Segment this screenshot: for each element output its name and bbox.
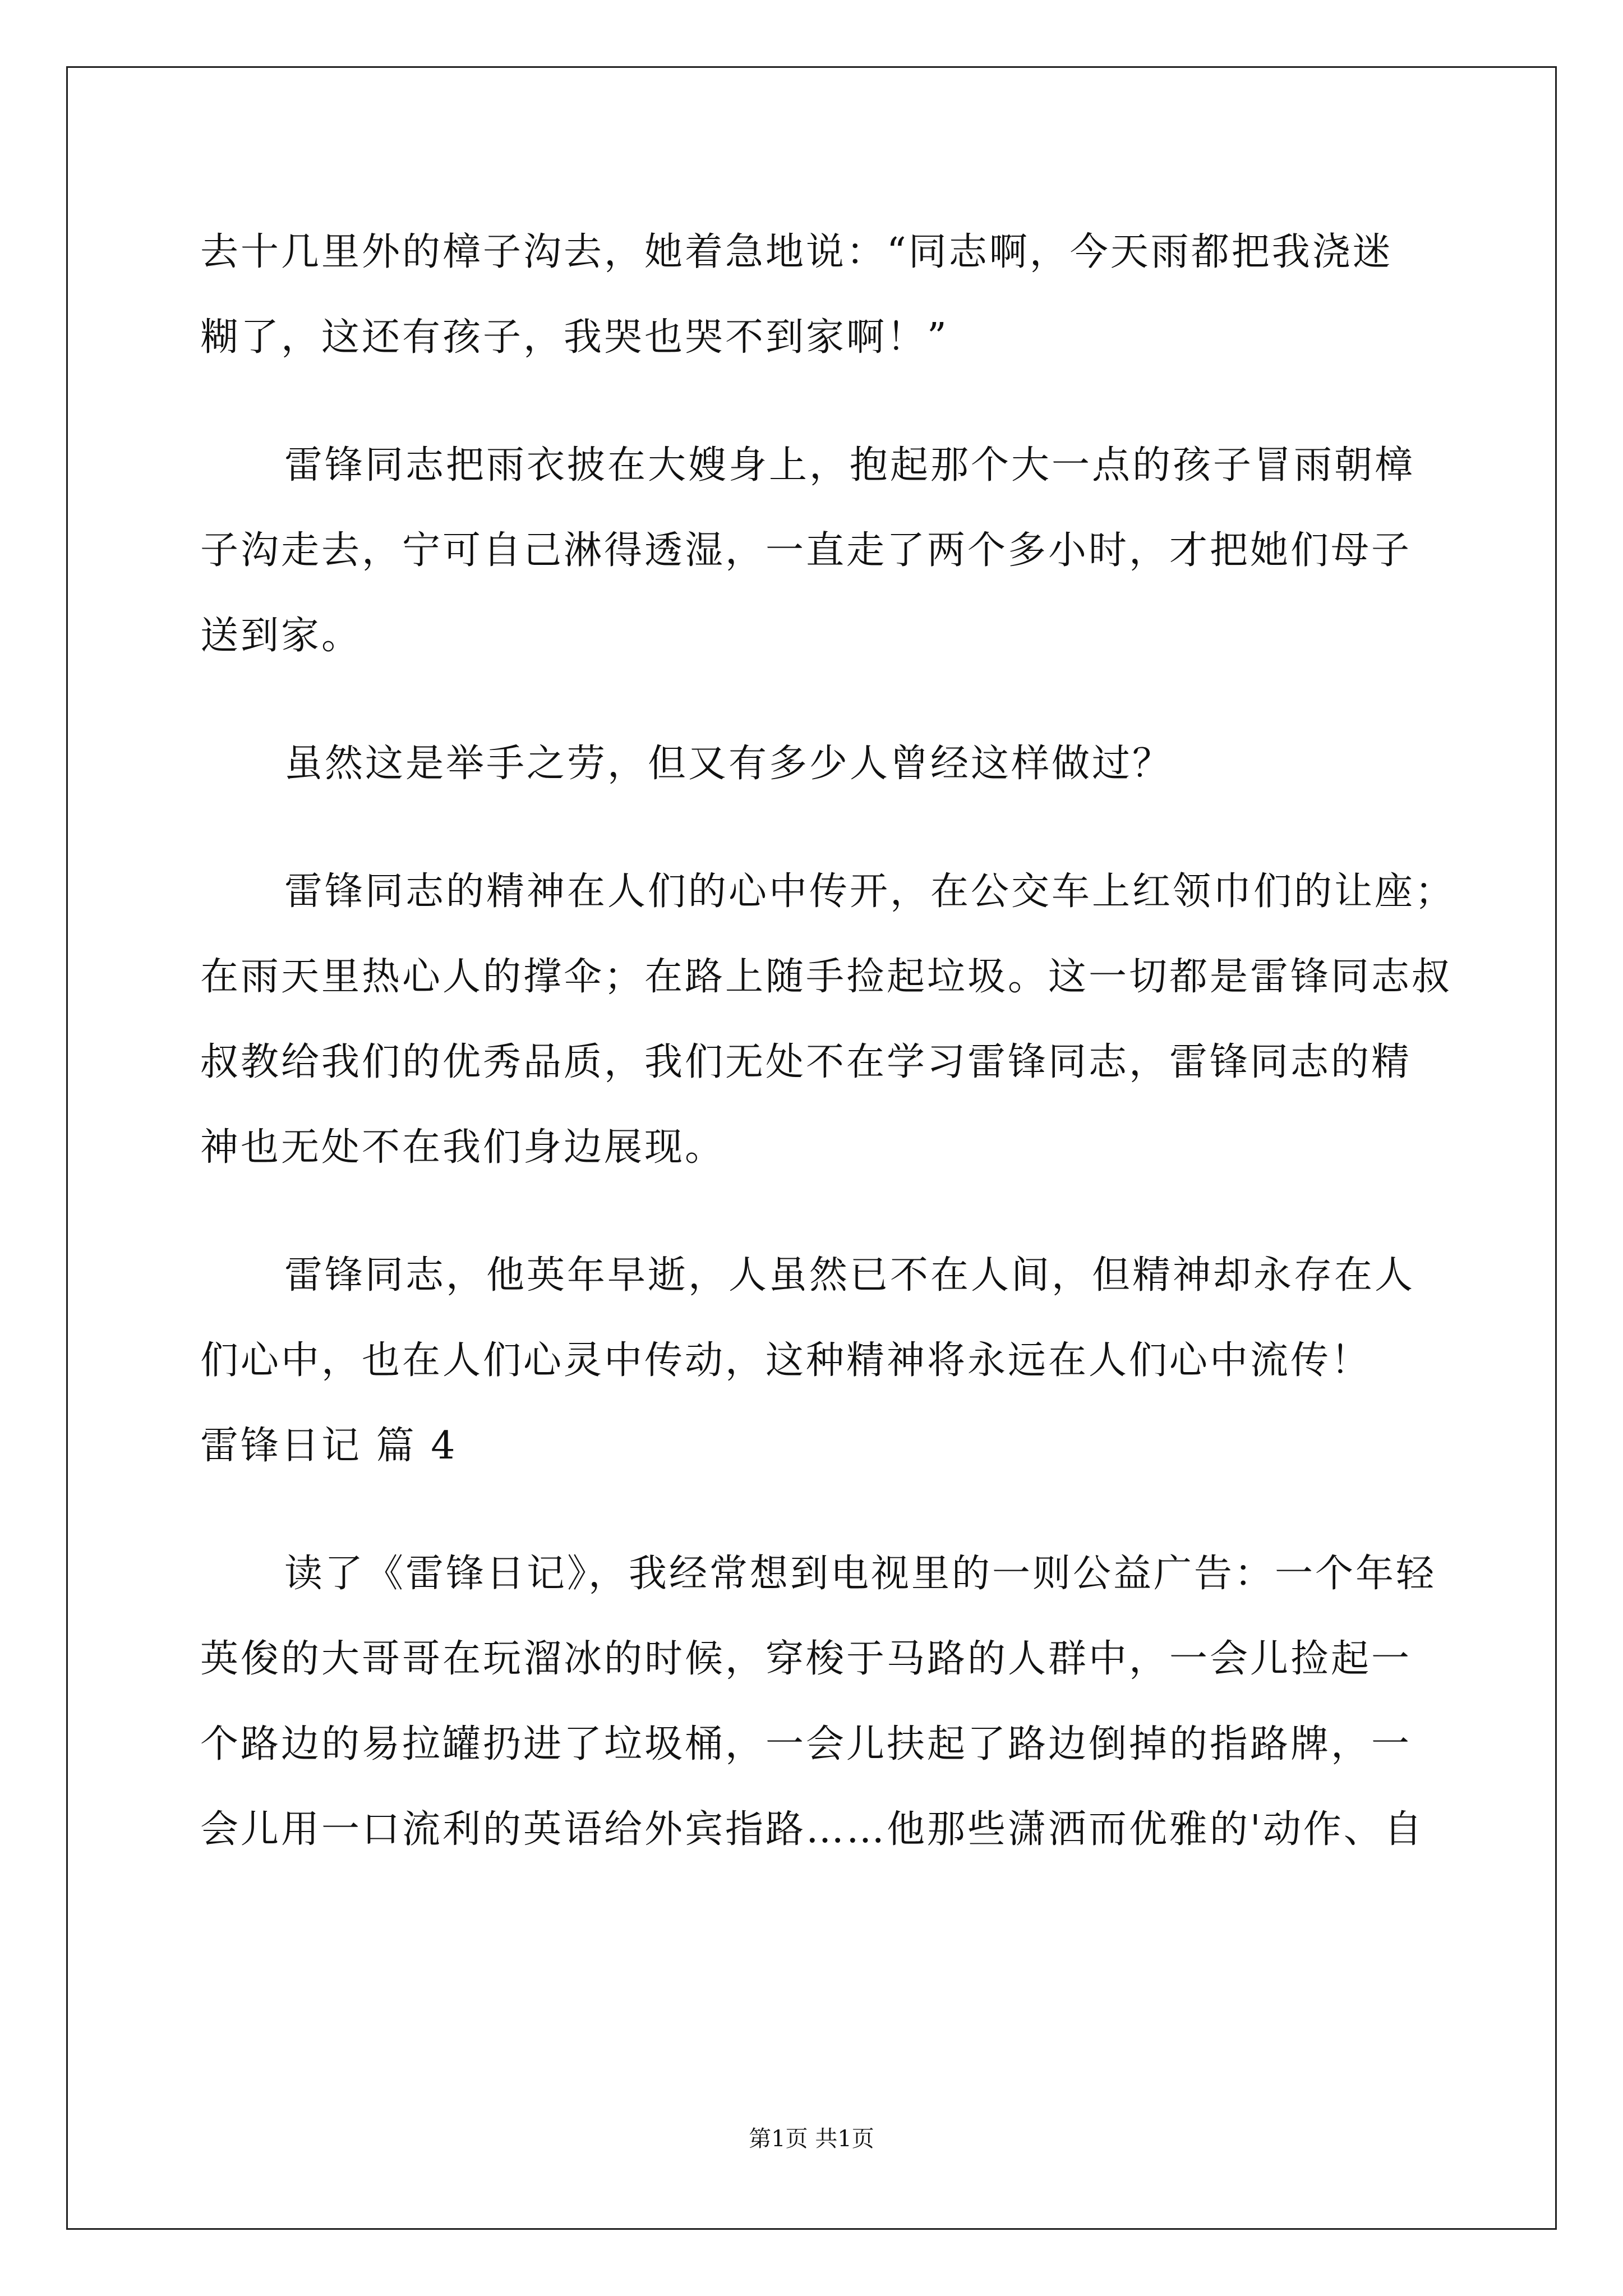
page-footer: 第1页 共1页: [749, 2126, 874, 2152]
text-line: 神也无处不在我们身边展现。: [200, 1125, 726, 1170]
paragraph-start-line: 雷锋同志把雨衣披在大嫂身上，抱起那个大一点的孩子冒雨朝樟: [284, 443, 1415, 487]
text-line: 送到家。: [200, 614, 362, 658]
text-line: 会儿用一口流利的英语给外宾指路……他那些潇洒而优雅的'动作、自: [200, 1807, 1424, 1852]
text-line: 叔教给我们的优秀品质，我们无处不在学习雷锋同志，雷锋同志的精: [200, 1040, 1412, 1084]
paragraph-start-line: 虽然这是举手之劳，但又有多少人曾经这样做过？: [284, 742, 1173, 786]
text-line: 糊了，这还有孩子，我哭也哭不到家啊！”: [200, 315, 949, 360]
text-line: 去十几里外的樟子沟去，她着急地说：“同志啊，今天雨都把我浇迷: [200, 230, 1393, 274]
paragraph-start-line: 雷锋同志的精神在人们的心中传开，在公交车上红领巾们的让座；: [284, 869, 1456, 914]
text-line: 们心中，也在人们心灵中传动，这种精神将永远在人们心中流传！: [200, 1338, 1372, 1383]
section-heading: 雷锋日记 篇 4: [200, 1424, 458, 1468]
text-line: 在雨天里热心人的撑伞；在路上随手捡起垃圾。这一切都是雷锋同志叔: [200, 955, 1453, 999]
text-line: 个路边的易拉罐扔进了垃圾桶，一会儿扶起了路边倒掉的指路牌，一: [200, 1722, 1412, 1766]
text-line: 英俊的大哥哥在玩溜冰的时候，穿梭于马路的人群中，一会儿捡起一: [200, 1637, 1412, 1681]
paragraph-start-line: 读了《雷锋日记》，我经常想到电视里的一则公益广告：一个年轻: [284, 1552, 1437, 1596]
text-line: 子沟走去，宁可自己淋得透湿，一直走了两个多小时，才把她们母子: [200, 528, 1412, 573]
paragraph-start-line: 雷锋同志，他英年早逝，人虽然已不在人间，但精神却永存在人: [284, 1253, 1415, 1297]
